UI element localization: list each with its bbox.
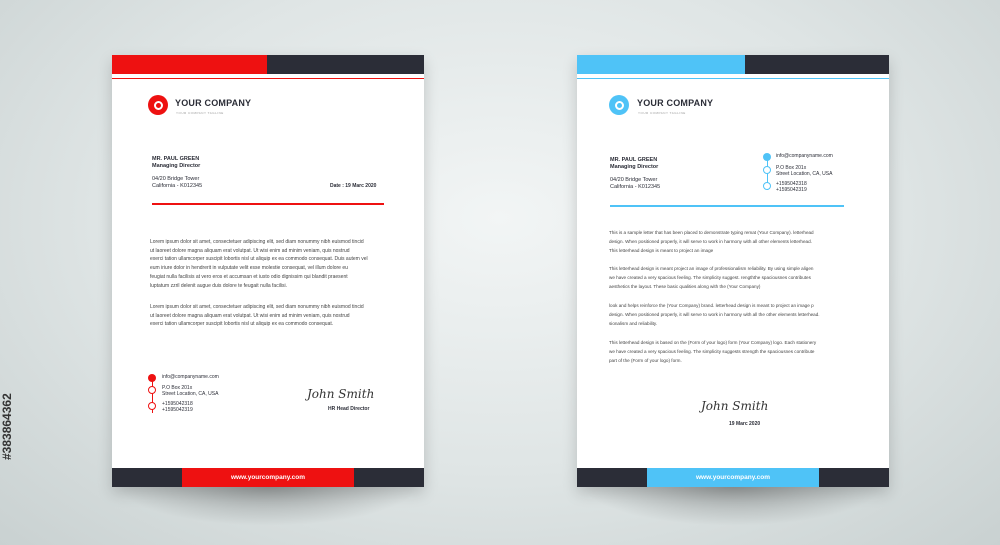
header-divider xyxy=(152,203,384,205)
header-divider xyxy=(610,205,844,207)
footer-website: www.yourcompany.com xyxy=(230,474,306,481)
left-sheet-shadow xyxy=(118,486,418,526)
company-tagline: YOUR COMPANY TAGLINE xyxy=(638,111,686,115)
signature: John Smith xyxy=(701,399,769,413)
top-bar-red xyxy=(112,55,267,74)
top-rule xyxy=(112,78,424,79)
footer-website: www.yourcompany.com xyxy=(695,474,771,481)
signature-date: 19 Marc 2020 xyxy=(729,421,761,427)
email-icon xyxy=(148,374,156,382)
footer-bar-dark-right xyxy=(354,468,424,487)
signature: John Smith xyxy=(307,387,375,401)
contact-phone-1: +1595042318 xyxy=(162,401,193,407)
contact-phone-1: +1595042318 xyxy=(776,181,807,187)
stock-id-watermark: #383864362 xyxy=(0,393,14,460)
recipient-title: Managing Director xyxy=(610,164,659,170)
contact-street: Street Location, CA, USA xyxy=(776,171,833,177)
logo-icon xyxy=(148,95,168,115)
address-line2: California - K012345 xyxy=(152,183,203,189)
phone-icon xyxy=(763,182,771,190)
footer-bar-dark-right xyxy=(819,468,889,487)
location-icon xyxy=(763,166,771,174)
address-line1: 04/20 Bridge Tower xyxy=(610,177,658,183)
contact-phone-2: +1595042319 xyxy=(162,407,193,413)
right-sheet-shadow xyxy=(583,486,883,526)
top-bar-dark xyxy=(745,55,889,74)
body-paragraph-4: This letterhead design is based on the (Form of your logo) form (Your Company) logo. Each stationery we have created a very spacious feeling. The simplicity suggests strength the spaciousnes contribute part of the (Form of your logo) form. xyxy=(609,340,817,363)
letterhead-red xyxy=(112,55,424,487)
body-paragraph-1: Lorem ipsum dolor sit amet, consectetuer adipiscing elit, sed diam nonummy nibh euismod tincid ut laoreet dolore magna aliquam erat volutpat. Ut wisi enim ad minim veniam, quis nostrud exerci tation ullamcorper suscipit lobortis nisl ut aliquip ex ea commodo consequat. Duis autem vel eum iriure dolor in hendrerit in vulputate velit esse molestie consequat, vel illum dolore eu feugiat nulla facilisis at vero eros et accumsan et iusto odio dignissim qui blandit praesent luptatum zzril delenit augue duis dolore te feugait nulla facilisi. xyxy=(150,239,368,289)
footer-bar-dark-left xyxy=(577,468,647,487)
email-icon xyxy=(763,153,771,161)
letterhead-blue xyxy=(577,55,889,487)
body-paragraph-1: This is a sample letter that has been placed to demonstrate typing remat (Your Company). letterhead design. When positioned properly, it will serve to work in harmony with all other elements letterhead. This letterhead design is meant to project an image xyxy=(609,230,814,253)
contact-po-box: P.O Box 201x xyxy=(162,385,193,391)
contact-phone-2: +1595042319 xyxy=(776,187,807,193)
signer-title: HR Head Director xyxy=(328,406,370,412)
address-line2: California - K012345 xyxy=(610,184,661,190)
logo-icon xyxy=(609,95,629,115)
body-paragraph-2: Lorem ipsum dolor sit amet, consectetuer adipiscing elit, sed diam nonummy nibh euismod tincid ut laoreet dolore magna aliquam erat volutpat. Ut wisi enim ad minim veniam, quis nostrud exerci tation ullamcorper suscipit lobortis nisl ut aliquip ex ea commodo consequat. xyxy=(150,304,364,328)
address-line1: 04/20 Bridge Tower xyxy=(152,176,200,182)
contact-po-box: P.O Box 201x xyxy=(776,165,807,171)
contact-email: info@companyname.com xyxy=(162,374,219,380)
body-paragraph-2: This letterhead design is meant project an image of professionalism reliability. By using simple aligen we have created a very spacious feeling. The simplicity suggest. rengththe spaciousnes contributes aesthetics the layout. These basic qualities along with the (Your Company) xyxy=(609,266,814,289)
contact-email: info@companyname.com xyxy=(776,153,833,159)
top-bar-dark xyxy=(267,55,424,74)
contact-street: Street Location, CA, USA xyxy=(162,391,219,397)
recipient-name: MR. PAUL GREEN xyxy=(610,157,658,163)
company-name: YOUR COMPANY xyxy=(175,98,252,108)
top-rule xyxy=(577,78,889,79)
company-name: YOUR COMPANY xyxy=(637,98,714,108)
top-bar-blue xyxy=(577,55,745,74)
footer-bar-dark-left xyxy=(112,468,182,487)
recipient-title: Managing Director xyxy=(152,163,201,169)
company-tagline: YOUR COMPANY TAGLINE xyxy=(176,111,224,115)
recipient-name: MR. PAUL GREEN xyxy=(152,156,200,162)
location-icon xyxy=(148,386,156,394)
letter-date: Date : 19 Marc 2020 xyxy=(330,183,377,189)
body-paragraph-3: look and helps reinforce the (Your Company) brand. letterhead design is meant to project an image p design. When positioned properly, it will serve to work in harmony with all the other elements letterhead. sionalism and reliability. xyxy=(609,303,820,326)
phone-icon xyxy=(148,402,156,410)
